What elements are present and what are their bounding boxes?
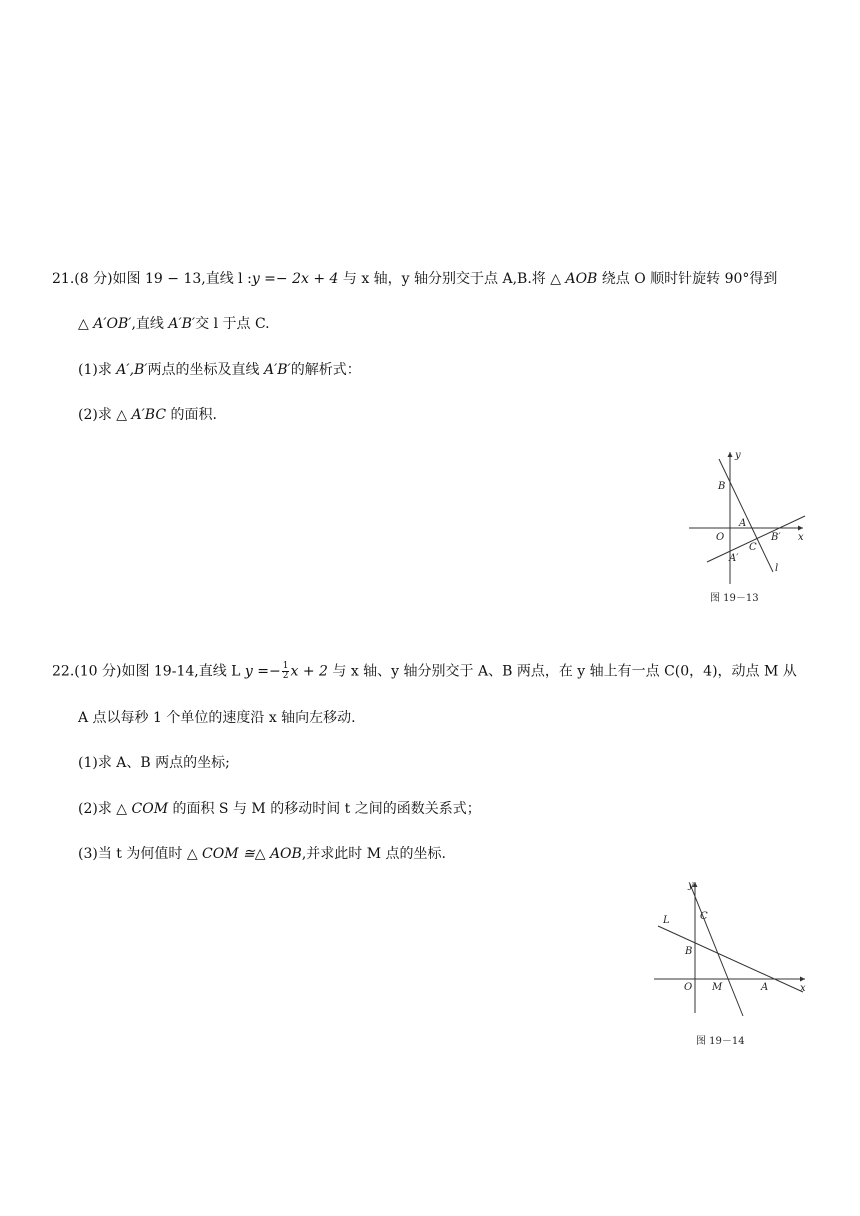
label-a: A [761, 982, 769, 993]
x-axis-arrow-icon [800, 977, 805, 982]
q21-part2-triangle: △ A′BC [116, 407, 167, 423]
q22-line-2: A 点以每秒 1 个单位的速度沿 x 轴向左移动. [78, 710, 356, 726]
label-c: C [700, 911, 708, 922]
figure-19-13-caption: 图 19－13 [710, 593, 759, 604]
q22-eq-left: y =− [244, 663, 281, 680]
label-x: x [800, 983, 806, 994]
label-m: M [712, 982, 723, 993]
q21-part1-prefix: (1)求 [78, 362, 117, 378]
figure-19-13 [685, 444, 810, 609]
q22-frac-den: 2 [282, 671, 289, 681]
figure-19-14-caption: 图 19－14 [696, 1036, 745, 1047]
label-o: O [716, 532, 725, 543]
label-L: L [663, 915, 670, 926]
q22-part-1: (1)求 A、B 两点的坐标; [78, 755, 230, 771]
y-axis-arrow-icon [728, 452, 733, 457]
q21-line-2 [78, 315, 270, 333]
q22-part2-prefix: (2)求 [78, 801, 117, 817]
q21-part1-segment: A′B′ [263, 362, 291, 378]
q22-part3-prefix: (3)当 t 为何值时 [78, 846, 187, 862]
q22-intro-suffix: 与 x 轴、y 轴分别交于 A、B 两点，在 y 轴上有一点 C(0，4)，动点 M 从 [327, 663, 797, 680]
q21-part1-points: A′,B′ [116, 362, 148, 378]
q22-intro: 22.(10 分)如图 19-14,直线 L [52, 663, 245, 680]
label-l: l [775, 563, 779, 574]
q21-part2-suffix: 的面积. [166, 407, 217, 423]
q21-line-1 [52, 270, 777, 288]
q21-part1-suffix: 的解析式： [290, 362, 361, 378]
q21-segment-apbp: A′B′ [168, 316, 196, 332]
q22-part-2 [78, 800, 481, 818]
q22-line-1 [52, 662, 797, 681]
q21-part2-prefix: (2)求 [78, 407, 117, 423]
label-b: B [718, 481, 726, 492]
label-b: B [685, 946, 693, 957]
q21-intro: 21.(8 分)如图 19 − 13,直线 l : [52, 271, 252, 287]
q21-triangle-rotated: △ A′OB′ [78, 316, 132, 332]
label-c: C [749, 542, 757, 553]
q22-part3-congruence: △ COM ≅△ AOB [186, 846, 302, 862]
q21-part1-mid: 两点的坐标及直线 [147, 362, 264, 378]
line-cm [690, 884, 743, 1016]
line-L [658, 926, 803, 992]
x-axis-arrow-icon [798, 526, 803, 531]
label-x: x [798, 532, 804, 543]
label-a: A [739, 518, 747, 529]
label-b-prime: B′ [771, 532, 781, 543]
q21-part-2 [78, 406, 217, 424]
q21-triangle-aob: △ AOB [550, 271, 598, 287]
q21-line-equation: y =− 2x + 4 [251, 271, 339, 287]
figure-19-14 [648, 878, 810, 1053]
label-y: y [735, 450, 741, 461]
q21-line2-text: ,直线 [131, 316, 169, 332]
q21-line2-suffix: 交 l 于点 C. [195, 316, 270, 332]
label-o: O [684, 982, 693, 993]
q22-part2-triangle: △ COM [116, 801, 169, 817]
label-a-prime: A′ [729, 553, 739, 564]
line-l [719, 459, 773, 572]
q22-part3-suffix: ,并求此时 M 点的坐标. [301, 846, 446, 862]
q21-intersect-text: 与 x 轴，y 轴分别交于点 A,B.将 [338, 271, 551, 287]
q22-part2-suffix: 的面积 S 与 M 的移动时间 t 之间的函数关系式； [168, 801, 481, 817]
q22-eq-right: x + 2 [290, 663, 328, 680]
label-y: y [688, 880, 694, 891]
q21-rotate-text: 绕点 O 顺时针旋转 90°得到 [597, 271, 778, 287]
q21-part-1 [78, 361, 361, 379]
q22-fraction [282, 662, 290, 681]
q22-frac-num: 1 [282, 661, 289, 671]
q22-part-3 [78, 845, 446, 863]
